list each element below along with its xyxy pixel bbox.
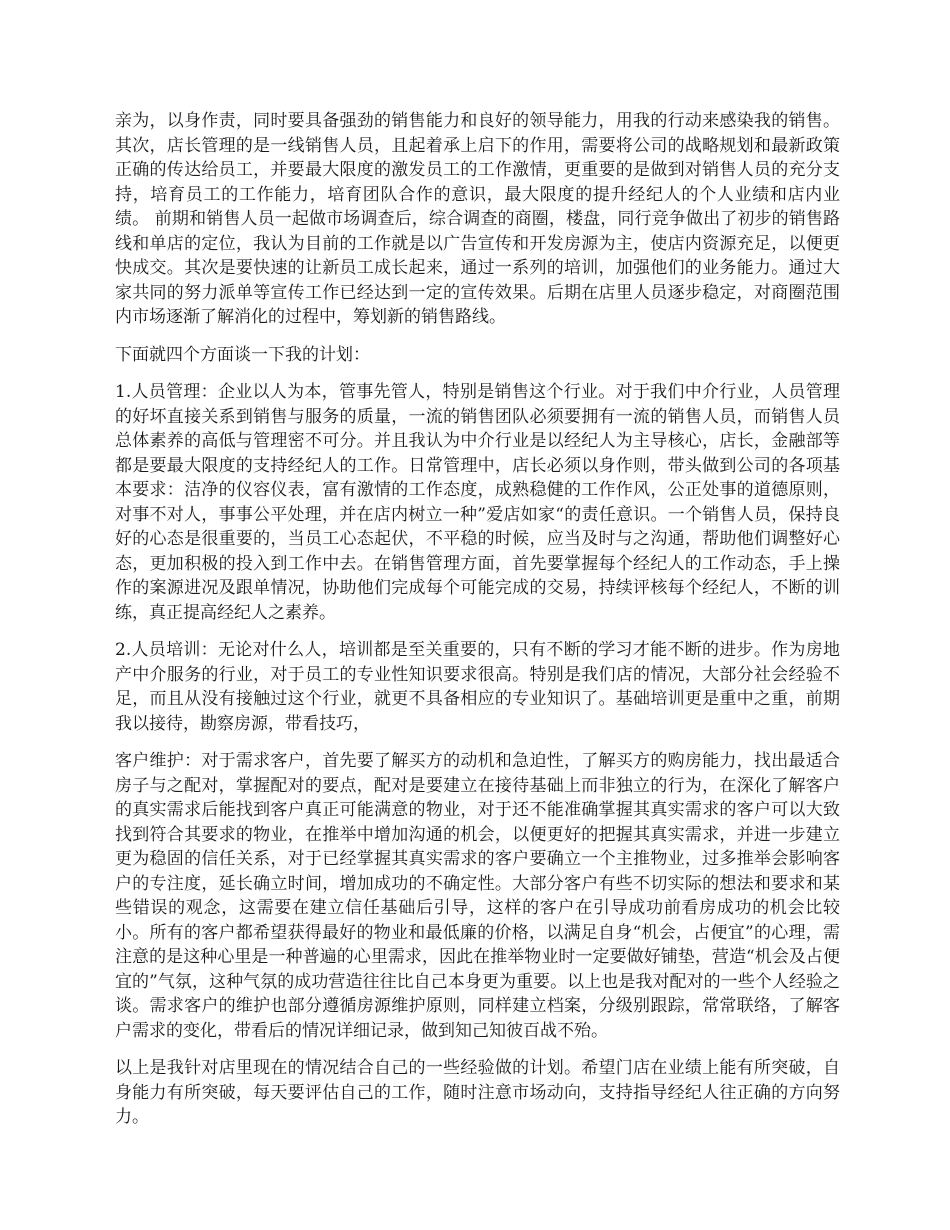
paragraph-conclusion: 以上是我针对店里现在的情况结合自己的一些经验做的计划。希望门店在业绩上能有所突破，自身能力有所突破，每天要评估自己的工作，随时注意市场动向，支持指导经纪人往正确的方向努力。 — [115, 1058, 840, 1127]
paragraph-plan-heading: 下面就四个方面谈一下我的计划： — [115, 344, 370, 365]
paragraph-personnel-training: 2.人员培训：无论对什么人，培训都是至关重要的，只有不断的学习才能不断的进步。作为房地产中介服务的行业，对于员工的专业性知识要求很高。特别是我们店的情况，大部分社会经验不足，而且从没有接触过这个行业，就更不具备相应的专业知识了。基础培训更是重中之重，前期我以接待，勘察房源，带看技巧， — [115, 640, 840, 734]
paragraph-customer-maintenance: 客户维护：对于需求客户，首先要了解买方的动机和急迫性，了解买方的购房能力，找出最适合房子与之配对，掌握配对的要点，配对是要建立在接待基础上而非独立的行为，在深化了解客户的真实需求后能找到客户真正可能满意的物业，对于还不能准确掌握其真实需求的客户可以大致找到符合其要求的物业，在推举中增加沟通的机会，以便更好的把握其真实需求，并进一步建立更为稳固的信任关系，对于已经掌握其真实需求的客户要确立一个主推物业，过多推举会影响客户的专注度，延长确立时间，增加成功的不确定性。大部分客户有些不切实际的想法和要求和某些错误的观念，这需要在建立信任基础后引导，这样的客户在引导成功前看房成功的机会比较小。所有的客户都希望获得最好的物业和最低廉的价格，以满足自身“机会，占便宜”的心理，需注意的是这种心里是一种普遍的心里需求，因此在推举物业时一定要做好铺垫，营造“机会及占便宜的”气氛，这种气氛的成功营造往往比自己本身更为重要。以上也是我对配对的一些个人经验之谈。需求客户的维护也部分遵循房源维护原则，同样建立档案，分级别跟踪，常常联络，了解客户需求的变化，带看后的情况详细记录，做到知己知彼百战不殆。 — [115, 751, 840, 1041]
paragraph-personnel-management: 1.人员管理：企业以人为本，管事先管人，特别是销售这个行业。对于我们中介行业，人员管理的好坏直接关系到销售与服务的质量，一流的销售团队必须要拥有一流的销售人员，而销售人员总体素养的高低与管理密不可分。并且我认为中介行业是以经纪人为主导核心，店长，金融部等都是要最大限度的支持经纪人的工作。日常管理中，店长必须以身作则，带头做到公司的各项基本要求：洁净的仪容仪表，富有激情的工作态度，成熟稳健的工作作风，公正处事的道德原则，对事不对人，事事公平处理，并在店内树立一种”爱店如家“的责任意识。一个销售人员，保持良好的心态是很重要的，当员工心态起伏，不平稳的时候，应当及时与之沟通，帮助他们调整好心态，更加积极的投入到工作中去。在销售管理方面，首先要掌握每个经纪人的工作动态，手上操作的案源进况及跟单情况，协助他们完成每个可能完成的交易，持续评核每个经纪人，不断的训练，真正提高经纪人之素养。 — [115, 382, 840, 623]
document-page — [115, 109, 840, 1143]
paragraph-intro: 亲为，以身作责，同时要具备强劲的销售能力和良好的领导能力，用我的行动来感染我的销售。其次，店长管理的是一线销售人员，且起着承上启下的作用，需要将公司的战略规划和最新政策正确的传达给员工，并要最大限度的激发员工的工作激情，更重要的是做到对销售人员的充分支持，培育员工的工作能力，培育团队合作的意识，最大限度的提升经纪人的个人业绩和店内业绩。 前期和销售人员一起做市场调查后，综合调查的商圈，楼盘，同行竞争做出了初步的销售路线和单店的定位，我认为目前的工作就是以广告宣传和开发房源为主，使店内资源充足，以便更快成交。其次是要快速的让新员工成长起来，通过一系列的培训，加强他们的业务能力。通过大家共同的努力派单等宣传工作已经达到一定的宣传效果。后期在店里人员逐步稳定，对商圈范围内市场逐渐了解消化的过程中，筹划新的销售路线。 — [115, 111, 840, 327]
